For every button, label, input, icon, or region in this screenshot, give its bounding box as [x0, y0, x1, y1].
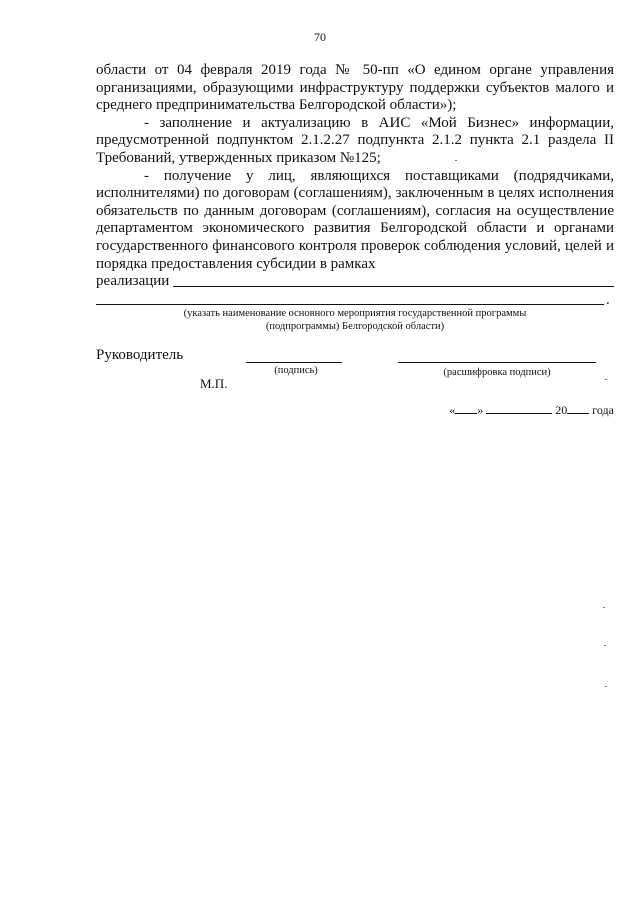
date-century: 20: [555, 403, 568, 417]
end-mark: .: [606, 292, 610, 308]
program-name-caption: [96, 307, 614, 333]
caption-line-1: (указать наименование основного мероприятия государственной программы: [183, 308, 527, 319]
scan-speck: [455, 160, 457, 161]
implementation-label: реализации: [96, 273, 170, 290]
implementation-line: [96, 273, 614, 291]
paragraph-2: - заполнение и актуализацию в АИС «Мой Бизнес» информации, предусмотренной подпунктом 2.1.2.27 подпункта 2.1.2 пункта 2.1 раздела II Требований, утвержденных приказом №125;: [96, 114, 614, 166]
paragraph-1: области от 04 февраля 2019 года № 50-пп «О едином органе управления организациями, образующими инфраструктуру поддержки субъектов малого и среднего предпринимательства Белгородской области»);: [96, 62, 614, 114]
body-text: [96, 62, 614, 291]
date-suffix: года: [592, 403, 614, 417]
year-blank: [567, 402, 589, 414]
page-number: 70: [314, 30, 326, 44]
month-blank: [486, 402, 552, 414]
signature-decoding-caption: (расшифровка подписи): [443, 367, 551, 378]
implementation-fill-line: [173, 285, 614, 287]
caption-line-2: (подпрограммы) Белгородской области): [265, 321, 445, 332]
scan-speck: [605, 379, 607, 380]
day-blank: [455, 402, 477, 414]
signature-caption: (подпись): [274, 365, 318, 376]
scan-speck: [605, 686, 607, 687]
signature-decoding-line: [398, 362, 596, 363]
date-row: [449, 402, 614, 418]
paragraph-3: - получение у лиц, являющихся поставщиками (подрядчиками, исполнителями) по договорам (соглашениям), заключенным в целях исполнения обязательств по данным договорам (соглашениям), согласия на осуществление департаментом экономического развития Белгородской области и органами государственного финансового контроля проверок соблюдения условий, целей и порядка предоставления субсидии в рамках: [96, 167, 614, 272]
signature-line: [246, 362, 342, 363]
program-name-line: [96, 304, 604, 305]
stamp-label: М.П.: [200, 376, 228, 391]
date-close-quote: »: [477, 403, 484, 417]
head-label: Руководитель: [96, 347, 184, 363]
scan-speck: [604, 645, 606, 646]
scan-speck: [603, 607, 605, 608]
date-open-quote: «: [449, 403, 456, 417]
